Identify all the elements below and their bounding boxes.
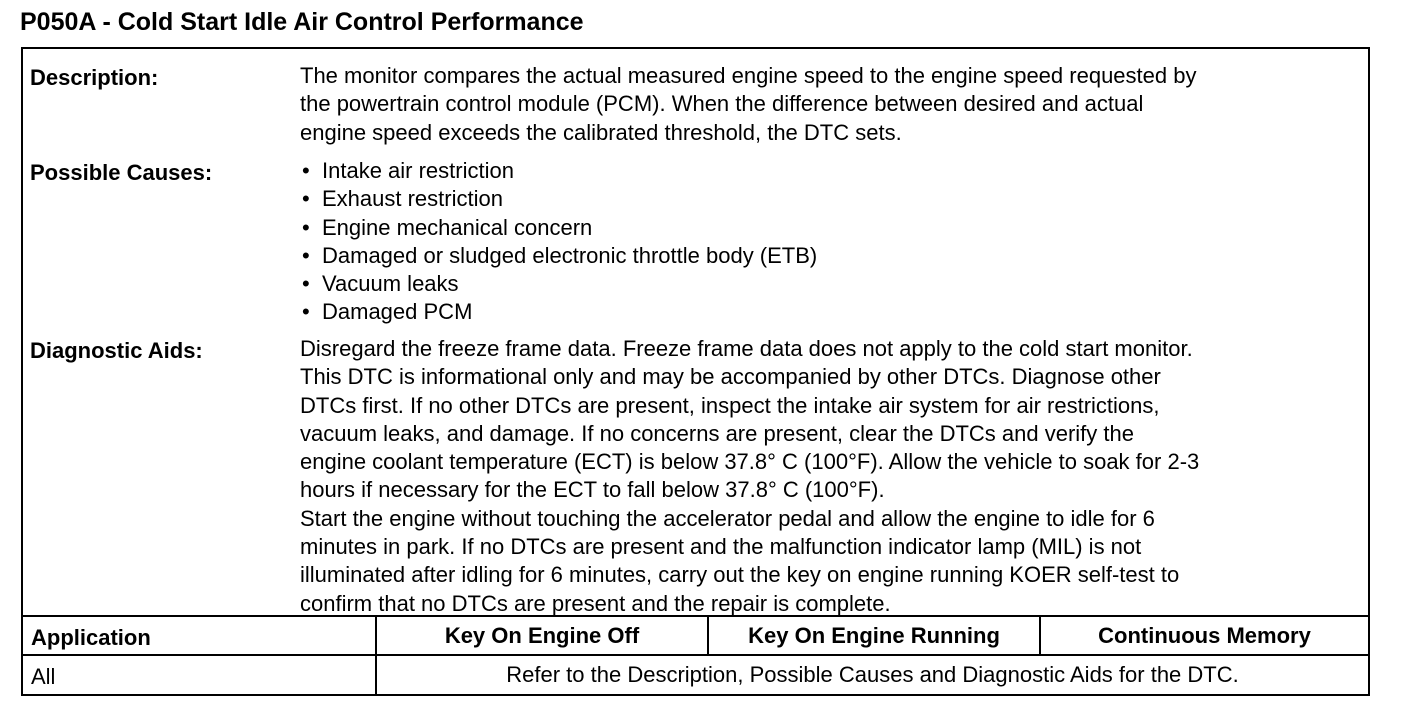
diagnostic-aids-label: Diagnostic Aids: [30, 338, 203, 363]
diagnostic-aids-line: This DTC is informational only and may be accompanied by other DTCs. Diagnose other [300, 364, 1161, 390]
possible-causes-list [300, 157, 1360, 327]
page-title: P050A - Cold Start Idle Air Control Performance [20, 8, 584, 36]
description-line: The monitor compares the actual measured engine speed to the engine speed requested by [300, 63, 1197, 88]
dtc-info-box [21, 47, 1370, 696]
diagnostic-aids-line: Disregard the freeze frame data. Freeze frame data does not apply to the cold start monitor. [300, 336, 1193, 361]
header-key-on-engine-running: Key On Engine Running [748, 623, 1000, 648]
list-item: • Exhaust restriction [300, 185, 1360, 213]
bullet-icon: • [302, 242, 310, 268]
bullet-icon: • [302, 214, 310, 240]
list-item: • Engine mechanical concern [300, 214, 1360, 242]
possible-causes-label: Possible Causes: [30, 160, 213, 185]
header-application: Application [31, 625, 151, 650]
diagnostic-aids-line: confirm that no DTCs are present and the repair is complete. [300, 590, 891, 616]
diagnostic-aids-line: hours if necessary for the ECT to fall below 37.8° C (100°F). [300, 477, 885, 503]
list-item: • Damaged or sludged electronic throttle body (ETB) [300, 242, 1360, 270]
bullet-icon: • [302, 158, 310, 183]
bullet-icon: • [302, 186, 310, 212]
diagnostic-aids-line: minutes in park. If no DTCs are present and the malfunction indicator lamp (MIL) is not [300, 534, 1142, 560]
list-item: • Damaged PCM [300, 298, 1360, 326]
table-row-divider [23, 654, 1368, 656]
header-key-on-engine-off: Key On Engine Off [444, 623, 640, 648]
diagnostic-aids-line: Start the engine without touching the accelerator pedal and allow the engine to idle for 6 [300, 505, 1155, 531]
header-continuous-memory: Continuous Memory [1098, 623, 1311, 648]
diagnostic-aids-text [300, 335, 1360, 618]
table-top-divider [23, 615, 1368, 617]
list-item: • Vacuum leaks [300, 270, 1360, 298]
list-item: • Intake air restriction [300, 157, 1360, 185]
table-note: Refer to the Description, Possible Causes and Diagnostic Aids for the DTC. [506, 662, 1239, 687]
description-label: Description: [30, 65, 159, 90]
diagnostic-aids-line: DTCs first. If no other DTCs are present, inspect the intake air system for air restrictions, [300, 392, 1160, 418]
description-line: the powertrain control module (PCM). When the difference between desired and actual [300, 91, 1144, 117]
bullet-icon: • [302, 271, 310, 297]
diagnostic-aids-line: engine coolant temperature (ECT) is below 37.8° C (100°F). Allow the vehicle to soak for 2-3 [300, 449, 1200, 475]
bullet-icon: • [302, 299, 310, 325]
description-line: engine speed exceeds the calibrated threshold, the DTC sets. [300, 119, 902, 145]
application-value: All [31, 664, 56, 689]
diagnostic-aids-line: illuminated after idling for 6 minutes, carry out the key on engine running KOER self-test to [300, 562, 1180, 588]
diagnostic-aids-line: vacuum leaks, and damage. If no concerns are present, clear the DTCs and verify the [300, 420, 1134, 446]
description-text [300, 62, 1360, 147]
